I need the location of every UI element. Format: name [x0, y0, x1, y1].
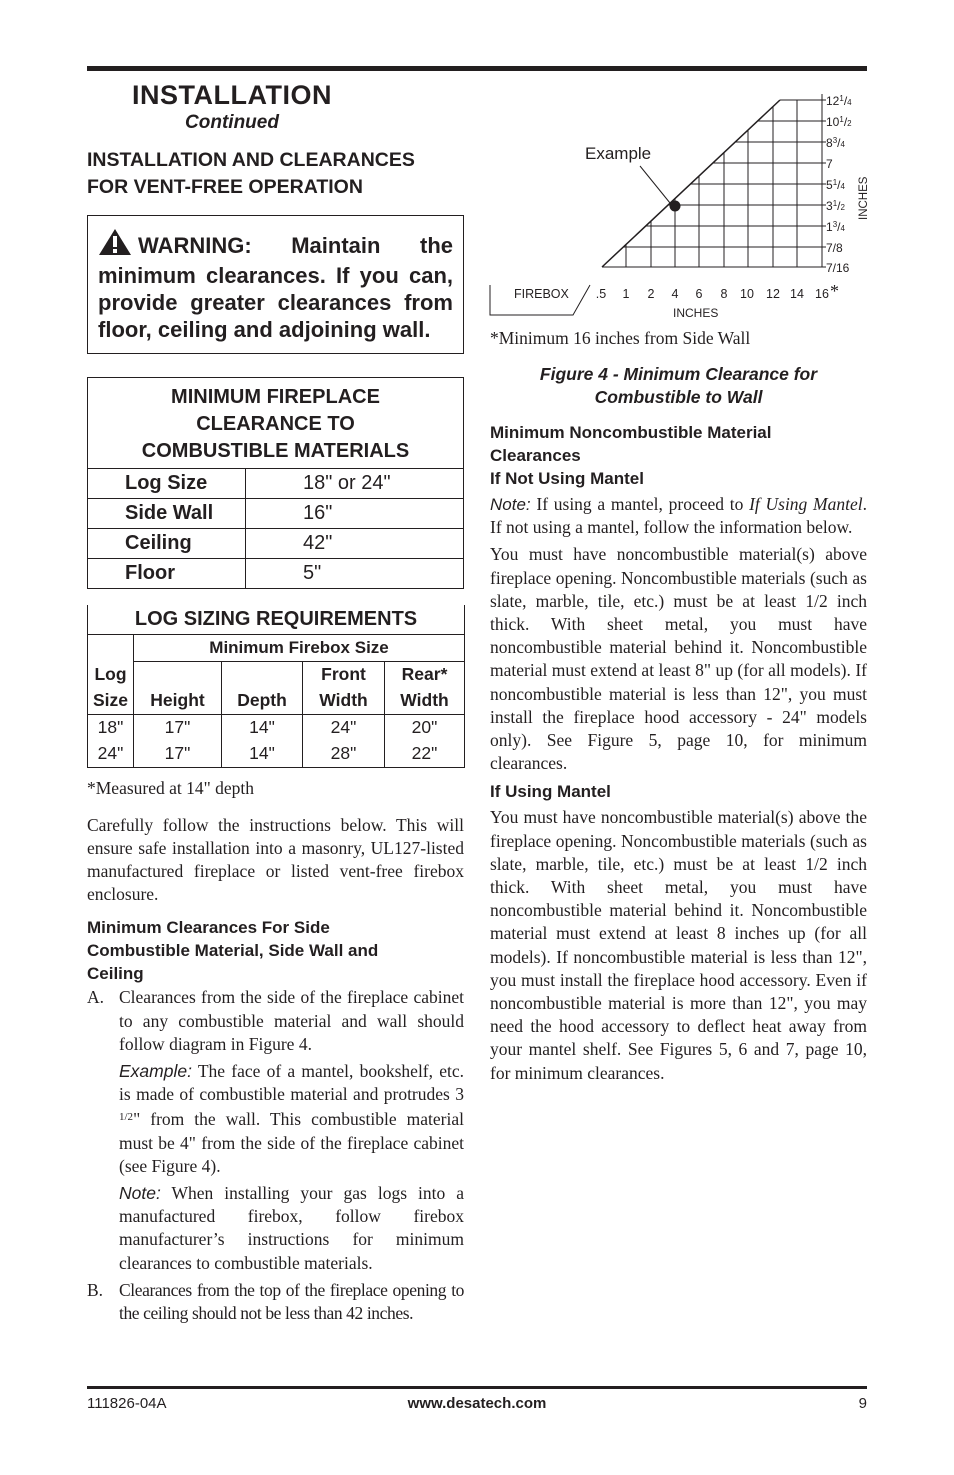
table-cell: 18" [88, 714, 134, 741]
warning-icon [98, 228, 132, 262]
table-cell: 20" [385, 714, 465, 741]
diagram-grid [602, 94, 826, 267]
example-fraction: 1/2 [119, 1111, 134, 1124]
log-table-spacer [88, 635, 134, 662]
column-header: Rear* [385, 661, 465, 688]
column-header: Depth [222, 688, 303, 715]
table-row [88, 661, 465, 688]
mantel-heading: If Using Mantel [490, 782, 611, 802]
y-tick-label: $3^1/2$ [826, 199, 845, 213]
x-tick-label: .5 [595, 287, 607, 301]
log-table-title: LOG SIZING REQUIREMENTS [88, 605, 465, 635]
log-table-group-header: Minimum Firebox Size [134, 635, 465, 662]
column-header [222, 661, 303, 688]
y-tick-label: $10^1/2$ [826, 115, 852, 129]
figure-caption [490, 363, 867, 409]
table-cell: 28" [303, 741, 385, 768]
clearance-table [87, 377, 464, 589]
table-cell: 17" [134, 741, 222, 768]
x-tick-label: 2 [647, 287, 655, 301]
section-title-line: INSTALLATION AND CLEARANCES [87, 149, 415, 171]
side-wall-asterisk: * [830, 281, 839, 301]
y-tick-label: $1^3/4$ [826, 220, 845, 234]
x-tick-label: 16 [815, 287, 829, 301]
warning-box [87, 215, 464, 354]
clearance-label: Floor [88, 559, 246, 589]
y-tick-label: $5^1/4$ [826, 178, 845, 192]
table-cell: 24" [303, 714, 385, 741]
log-sizing-table [87, 605, 465, 768]
list-item-b [87, 1279, 464, 1325]
example-text: The face of a mantel, bookshelf, etc. is made of combustible material and protrudes 3 [119, 1060, 464, 1105]
example-label: Example [585, 144, 652, 163]
column-header [134, 661, 222, 688]
clearance-label: Ceiling [88, 529, 246, 559]
heading-line: Minimum Clearances For Side [87, 918, 330, 938]
column-header: Front [303, 661, 385, 688]
column-header: Size [88, 688, 134, 715]
right-column [490, 327, 867, 1085]
list-item-a [87, 986, 464, 1274]
example-text: " from the wall. This combustible material must be 4" from the side of the fireplace cabinet (see Figure 4). [119, 1109, 464, 1176]
clearance-value: 5" [246, 559, 464, 589]
table-cell: 14" [222, 714, 303, 741]
table-cell: 17" [134, 714, 222, 741]
x-tick-label: 8 [720, 287, 728, 301]
noncombustible-heading [490, 421, 867, 490]
note-label: Note: [490, 495, 531, 514]
x-tick-label: 14 [790, 287, 804, 301]
x-tick-label: 6 [695, 287, 703, 301]
table-row [88, 469, 464, 499]
column-header: Log [88, 661, 134, 688]
noncombustible-note [490, 493, 867, 539]
y-tick-labels [826, 94, 852, 275]
heading-line: Minimum Noncombustible Material [490, 423, 772, 442]
top-rule [87, 66, 867, 71]
list-marker: B. [87, 1279, 104, 1300]
noncombustible-paragraph: You must have noncombustible material(s) above fireplace opening. Noncombustible materials (such as slate, marble, tile, etc.) must be at least 1/2 inch thick. With sheet metal, you must have noncombustible material behind it. Noncombustible material must extend at least 8" up (for all models). If noncombustible material is less than 12", you must install the fireplace hood accessory - 24" models only). See Figure 5, page 10, for minimum clearances. [490, 544, 867, 774]
item-a-note [119, 1182, 464, 1275]
column-header: Width [385, 688, 465, 715]
page-number: 9 [858, 1395, 867, 1412]
heading-line: Combustible Material, Side Wall and [87, 941, 379, 961]
note-italic: If Using Mantel [749, 494, 863, 514]
note-text: When installing your gas logs into a manufactured firebox, follow firebox manufacturer’s instructions for minimum clearances to combustible materials. [119, 1182, 464, 1273]
mantel-paragraph: You must have noncombustible material(s) above the fireplace opening. Noncombustible materials (such as slate, marble, tile, etc.) must be at least 1/2 inch thick. With sheet metal, you must have noncombustible material behind it. Noncombustible material must extend at least 8 inches up (for all models). If noncombustible material is less than 12", you must install the fireplace hood accessory. Even if noncombustible material is more than 12", you may need the hood accessory to deflect heat away from your mantel shelf. See Figures 5, 6 and 7, page 10, for minimum clearances. [490, 807, 867, 1083]
bottom-rule [87, 1386, 867, 1389]
warning-text: Maintain the minimum clearances. If you can, provide greater clearances from floor, ceiling and adjoining wall. [98, 233, 453, 342]
y-tick-label: 7/16 [826, 261, 850, 275]
clearance-value: 16" [246, 499, 464, 529]
table-row [88, 741, 465, 768]
x-tick-labels [596, 287, 829, 301]
x-tick-label: 4 [671, 287, 679, 301]
table-cell: 22" [385, 741, 465, 768]
column-header: Height [134, 688, 222, 715]
item-b-text: Clearances from the top of the fireplace opening to the ceiling should not be less than 42 inches. [119, 1279, 464, 1323]
heading-line: Clearances [490, 446, 581, 465]
warning-label: WARNING: [138, 233, 252, 258]
clearance-diagram [485, 90, 870, 325]
clearance-table-title [88, 378, 464, 469]
x-tick-label: 12 [766, 287, 780, 301]
caption-line: Figure 4 - Minimum Clearance for [539, 364, 818, 384]
x-tick-label: 10 [740, 287, 754, 301]
y-tick-label: $8^3/4$ [826, 136, 845, 150]
clearance-value: 18" or 24" [246, 469, 464, 499]
item-a-example [119, 1060, 464, 1178]
left-column [87, 80, 464, 1325]
page-subtitle: Continued [185, 112, 279, 133]
clearance-title-line: CLEARANCE TO [196, 413, 355, 435]
table-row [88, 499, 464, 529]
caption-line: Combustible to Wall [594, 387, 763, 407]
firebox-label: FIREBOX [514, 287, 569, 301]
x-axis-title: INCHES [673, 306, 719, 320]
section-title-line: FOR VENT-FREE OPERATION [87, 176, 363, 198]
clearance-value: 42" [246, 529, 464, 559]
figure-4 [485, 90, 870, 325]
y-tick-label: 7/8 [826, 241, 843, 255]
clearance-title-line: MINIMUM FIREPLACE [171, 386, 380, 408]
table-row [88, 688, 465, 715]
log-table-footnote: *Measured at 14" depth [87, 777, 255, 798]
table-row [88, 529, 464, 559]
section-title [87, 147, 464, 201]
intro-paragraph: Carefully follow the instructions below. This will ensure safe installation into a masonry, UL127-listed manufactured fireplace or listed vent-free firebox enclosure. [87, 814, 464, 905]
table-cell: 14" [222, 741, 303, 768]
y-axis-title: INCHES [858, 176, 870, 220]
heading-line: If Not Using Mantel [490, 469, 644, 488]
table-cell: 24" [88, 741, 134, 768]
x-tick-label: 1 [622, 287, 630, 301]
clearance-label: Log Size [88, 469, 246, 499]
figure-footnote: *Minimum 16 inches from Side Wall [490, 328, 751, 348]
clearance-label: Side Wall [88, 499, 246, 529]
table-row [88, 714, 465, 741]
page-title: INSTALLATION [132, 80, 332, 110]
website-link[interactable]: www.desatech.com [407, 1395, 547, 1412]
example-point [670, 201, 681, 212]
item-a-text: Clearances from the side of the fireplace cabinet to any combustible material and wall should follow diagram in Figure 4. [119, 987, 464, 1054]
heading-line: Ceiling [87, 964, 144, 984]
clearance-title-line: COMBUSTIBLE MATERIALS [141, 440, 410, 462]
note-label: Note: [119, 1182, 161, 1203]
example-leader [640, 166, 670, 203]
note-text: . If not using a mantel, follow the information below. [490, 494, 867, 538]
list-marker: A. [87, 987, 105, 1008]
part-number: 111826-04A [87, 1395, 167, 1412]
note-text: If using a mantel, proceed to [530, 494, 750, 514]
y-tick-label: 7 [826, 157, 833, 171]
table-row [88, 559, 464, 589]
column-header: Width [303, 688, 385, 715]
example-label: Example: [119, 1060, 192, 1081]
y-tick-label: $12^1/4$ [826, 94, 852, 108]
side-clearance-heading [87, 916, 464, 985]
